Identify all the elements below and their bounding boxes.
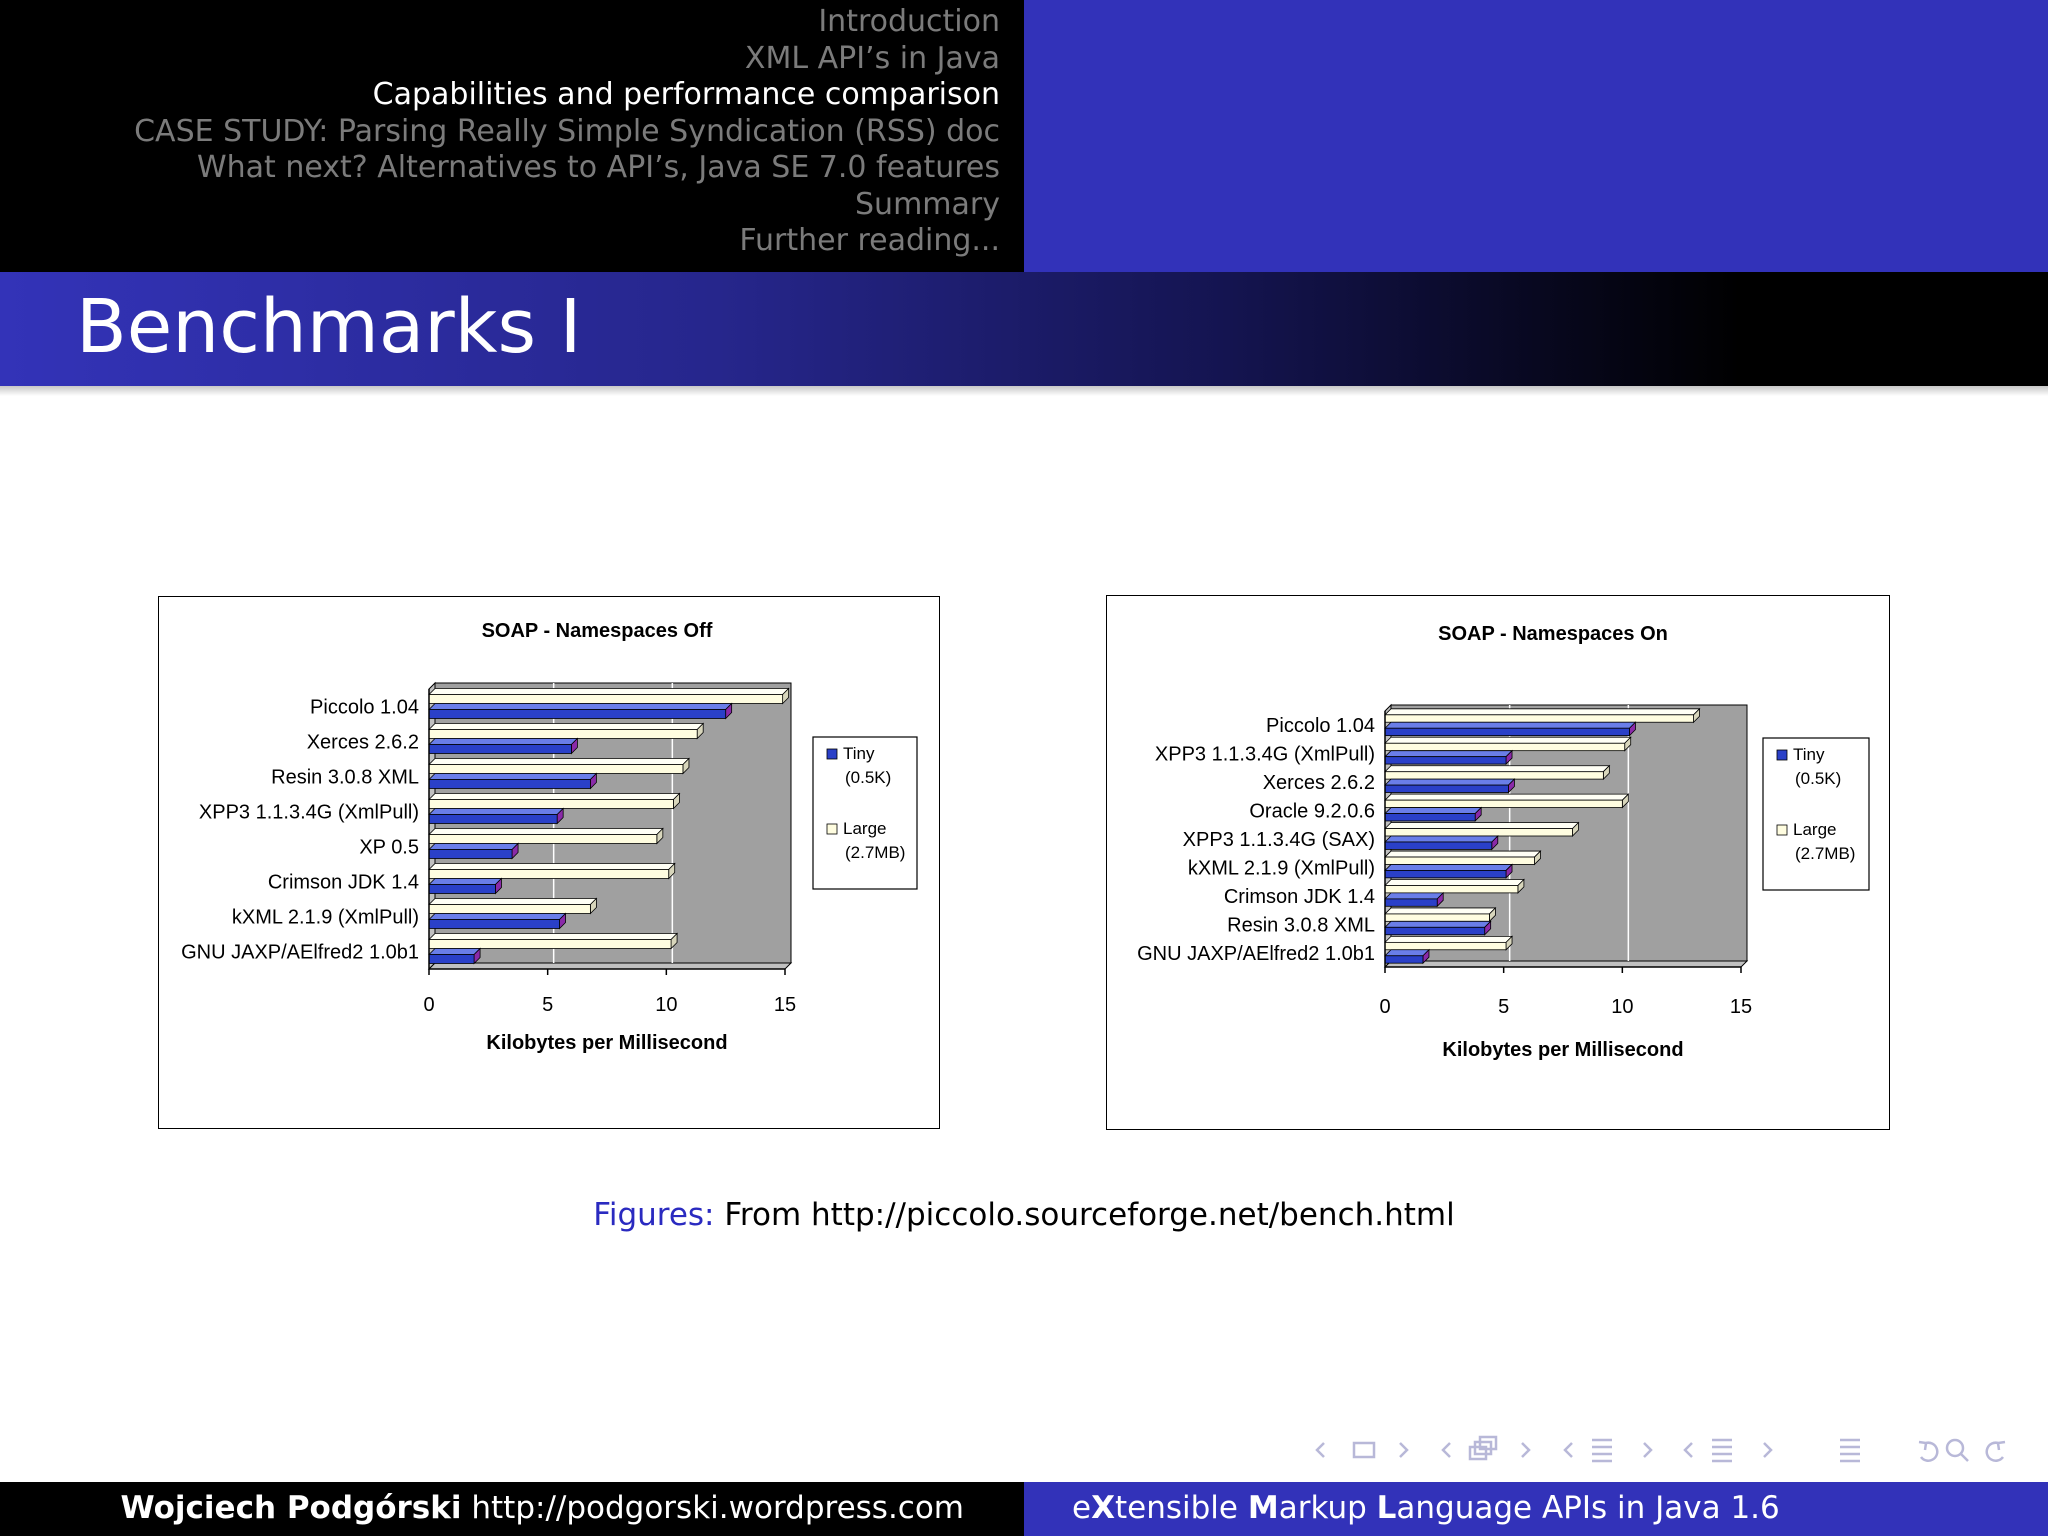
category-label: Xerces 2.6.2 [306,731,419,754]
bar-tiny [1385,728,1629,735]
bar-tiny-top [1385,893,1443,899]
x-axis-label: Kilobytes per Millisecond [1442,1039,1684,1061]
nav-item-3[interactable]: Capabilities and performance comparison [372,77,1000,112]
bar-large-top [429,759,689,765]
footer-author-name: Wojciech Podgórski [120,1490,462,1526]
category-label: Piccolo 1.04 [310,696,419,719]
nav-item-1[interactable]: Introduction [818,4,1000,39]
legend-sublabel: (0.5K) [1795,769,1842,788]
x-axis-label: Kilobytes per Millisecond [486,1032,728,1054]
category-label: Xerces 2.6.2 [1262,772,1375,795]
bar-large-top [1385,879,1524,885]
search-icon[interactable] [1947,1440,1968,1461]
bar-large [1385,743,1625,750]
prev-subsection-icon[interactable] [1443,1443,1450,1457]
legend-sublabel: (2.7MB) [845,843,906,862]
chart-namespaces-on [1106,595,1890,1130]
bar-large-top [1385,737,1631,743]
figure-caption [0,1197,2048,1233]
legend-label: Large [1793,820,1837,839]
bar-tiny [1385,785,1508,792]
category-label: Piccolo 1.04 [1266,715,1375,738]
bar-tiny-top [1385,864,1512,870]
bar-tiny [1385,927,1485,934]
x-tick-label: 5 [542,994,554,1016]
bar-tiny [429,710,726,719]
bar-tiny-top [1385,808,1481,814]
bar-large [1385,829,1572,836]
chart-namespaces-on-svg [1107,596,1889,1129]
bar-large [1385,942,1506,949]
category-label: Crimson JDK 1.4 [267,871,419,894]
back-icon[interactable] [1919,1442,1937,1461]
category-label: XP 0.5 [359,836,419,859]
bar-large-top [1385,908,1495,914]
bar-tiny [429,920,560,929]
bar-large-top [1385,851,1541,857]
x-tick-label: 15 [1729,996,1753,1018]
category-label: kXML 2.1.9 (XmlPull) [231,906,419,929]
category-label: XPP3 1.1.3.4G (XmlPull) [198,801,419,824]
prev-document-icon[interactable] [1685,1443,1692,1457]
bar-large [1385,772,1603,779]
legend-sublabel: (0.5K) [845,768,892,787]
bar-tiny-top [429,949,480,955]
title-bar [0,272,2048,386]
bar-large [429,940,671,949]
bar-tiny-top [429,739,577,745]
bar-tiny [1385,956,1423,963]
bar-large-top [1385,936,1512,942]
bar-tiny-top [429,704,732,710]
category-label: XPP3 1.1.3.4G (XmlPull) [1154,743,1375,766]
bar-large [429,765,683,774]
prev-section-icon[interactable] [1565,1443,1572,1457]
caption-text: From http://piccolo.sourceforge.net/bench.html [724,1197,1455,1233]
legend-label: Large [843,819,887,838]
bar-tiny [429,955,474,964]
nav-item-4[interactable]: CASE STUDY: Parsing Really Simple Syndication (RSS) doc [134,113,1000,149]
bar-large-top [1385,766,1609,772]
section-nav [134,4,1000,260]
bar-large-top [1385,794,1628,800]
bar-large [1385,914,1489,921]
bar-tiny-top [1385,779,1514,785]
footer-url[interactable]: http://podgorski.wordpress.com [471,1490,964,1526]
bar-large-top [429,689,789,695]
next-document-icon[interactable] [1764,1443,1771,1457]
legend-sublabel: (2.7MB) [1795,844,1856,863]
bar-large [429,730,697,739]
footer-title-text: eXtensible Markup Language APIs in Java 1.6 [1072,1490,1780,1526]
bar-tiny-top [429,879,501,885]
bar-large [429,870,669,879]
bar-tiny-top [1385,722,1635,728]
document-icon[interactable] [1712,1440,1732,1461]
bar-tiny [1385,899,1437,906]
legend-label: Tiny [1793,745,1825,764]
slide-title: Benchmarks I [76,284,582,370]
category-label: GNU JAXP/AElfred2 1.0b1 [1137,942,1375,965]
legend-swatch [827,824,837,834]
plot-floor [1385,961,1747,967]
bar-tiny-top [429,809,563,815]
x-tick-label: 15 [773,994,797,1016]
x-tick-label: 10 [655,994,678,1016]
bar-large [429,905,590,914]
bar-large [429,695,783,704]
prev-frame-icon[interactable] [1317,1443,1324,1457]
category-label: XPP3 1.1.3.4G (SAX) [1182,829,1375,851]
bar-large [1385,857,1535,864]
legend-swatch [1777,750,1787,760]
bar-tiny-top [429,914,566,920]
bar-tiny [1385,814,1475,821]
subsection-icon[interactable] [1470,1437,1496,1459]
bar-tiny [1385,842,1492,849]
nav-item-6[interactable]: Summary [855,186,1000,222]
forward-icon[interactable] [1987,1442,2005,1461]
bar-large [429,800,673,809]
nav-item-2[interactable]: XML API’s in Java [744,40,1000,76]
bar-large-top [429,864,675,870]
bar-tiny [429,780,590,789]
legend-swatch [1777,825,1787,835]
bar-large-top [429,899,596,905]
toc-icon[interactable] [1840,1440,1860,1461]
bar-tiny-top [429,844,518,850]
x-tick-label: 0 [423,994,435,1016]
bar-large-top [429,829,663,835]
bar-tiny-top [1385,950,1429,956]
caption-label: Figures: [593,1197,715,1233]
bar-tiny-top [1385,921,1491,927]
chart-title: SOAP - Namespaces On [1438,623,1668,645]
bar-tiny-top [1385,751,1512,757]
category-label: Oracle 9.2.0.6 [1249,800,1375,823]
bar-tiny-top [1385,836,1498,842]
bar-tiny [429,885,495,894]
bar-large [1385,885,1518,892]
nav-right-panel [1024,0,2048,272]
chart-title: SOAP - Namespaces Off [481,620,713,642]
bar-tiny [429,815,557,824]
category-label: GNU JAXP/AElfred2 1.0b1 [181,941,419,964]
next-section-icon[interactable] [1644,1443,1651,1457]
category-label: Resin 3.0.8 XML [271,766,419,789]
chart-namespaces-off [158,596,940,1129]
beamer-navigation [1300,1430,2030,1470]
nav-item-5[interactable]: What next? Alternatives to API’s, Java SE 7.0 features [196,150,1000,185]
section-icon[interactable] [1592,1440,1612,1461]
bar-large-top [429,934,677,940]
x-tick-label: 5 [1498,996,1510,1018]
chart-namespaces-off-svg [159,597,939,1128]
next-subsection-icon[interactable] [1522,1443,1529,1457]
bar-large [1385,715,1694,722]
bar-tiny-top [429,774,596,780]
x-tick-label: 0 [1379,996,1391,1018]
bar-tiny [429,745,571,754]
category-label: Crimson JDK 1.4 [1223,885,1375,908]
frame-icon[interactable] [1354,1443,1374,1457]
category-label: kXML 2.1.9 (XmlPull) [1187,857,1375,880]
footer-author [0,1482,1024,1536]
bar-tiny [429,850,512,859]
footer-talk-title [1024,1482,2048,1536]
bar-tiny [1385,870,1506,877]
plot-floor [429,963,791,969]
nav-item-7[interactable]: Further reading... [739,223,1000,258]
bar-large-top [1385,709,1700,715]
x-tick-label: 10 [1611,996,1634,1018]
bar-large [1385,800,1622,807]
bar-large [429,835,657,844]
bar-large-top [1385,823,1578,829]
next-frame-icon[interactable] [1400,1443,1407,1457]
nav-panel [0,0,1024,272]
category-label: Resin 3.0.8 XML [1227,914,1375,937]
legend-label: Tiny [843,744,875,763]
legend-swatch [827,749,837,759]
bar-large-top [429,724,703,730]
bar-tiny [1385,757,1506,764]
bar-large-top [429,794,679,800]
